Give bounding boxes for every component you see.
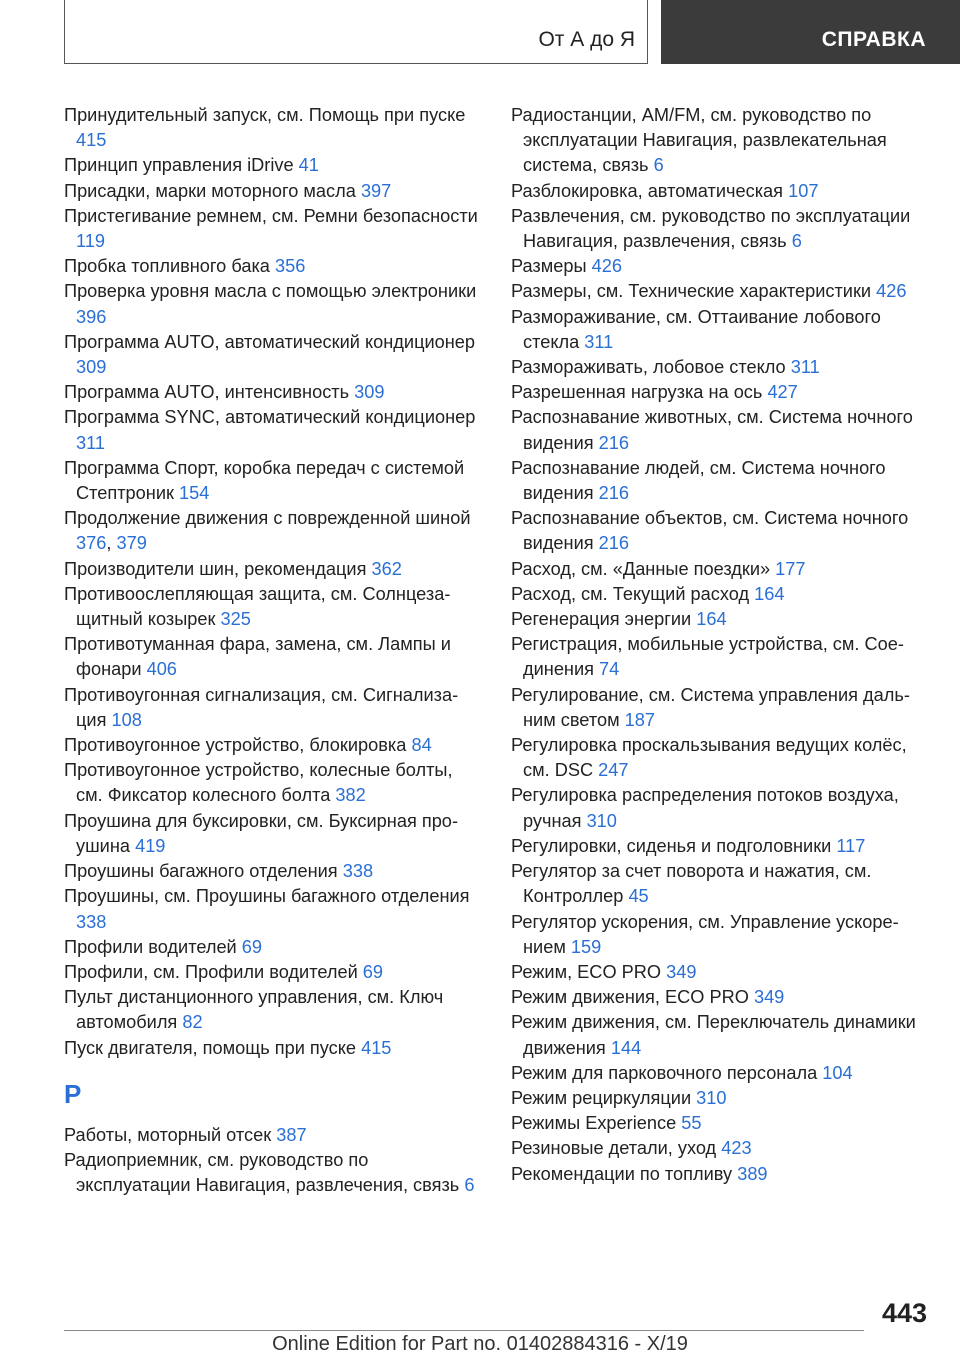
- page-reference-link[interactable]: 247: [598, 760, 629, 781]
- index-entry-text: Регулировка проскальзывания ведущих колёс, см. DSC: [511, 735, 907, 781]
- page-reference-link[interactable]: 154: [179, 483, 210, 504]
- index-column-left: [64, 103, 479, 1198]
- page-reference-link[interactable]: 376: [76, 533, 107, 554]
- page-reference-link[interactable]: 6: [653, 155, 664, 176]
- index-entry-text: Присадки, марки моторного масла: [64, 180, 356, 201]
- page-reference-link[interactable]: 338: [342, 861, 374, 882]
- index-entry: [64, 506, 479, 556]
- page-reference-link[interactable]: 119: [76, 231, 105, 252]
- page-reference-link[interactable]: 310: [586, 810, 617, 831]
- index-entry-text: Программа Спорт, коробка передач с системой Стептроник: [64, 457, 465, 504]
- page-reference-link[interactable]: 349: [666, 961, 697, 982]
- page-reference-link[interactable]: 423: [721, 1138, 752, 1159]
- index-entry: [64, 330, 479, 380]
- index-entry: [511, 279, 931, 304]
- index-entry: [511, 1162, 931, 1187]
- index-entry-text: Регистрация, мобильные устройства, см. Соединения: [511, 634, 904, 680]
- index-entry-text: Радиоприемник, см. руководство по эксплуатации Навигация, развлечения, связь: [64, 1149, 460, 1196]
- index-entry: [511, 910, 931, 960]
- index-entry: [511, 103, 931, 179]
- index-entry-text: Распознавание животных, см. Система ночного видения: [511, 407, 913, 453]
- index-entry: [64, 733, 479, 758]
- page-reference-link[interactable]: 311: [790, 357, 820, 378]
- index-entry-text: Режим, ECO PRO: [511, 961, 662, 982]
- index-entry-text: Продолжение движения с поврежденной шиной: [64, 508, 471, 529]
- index-entry: [64, 405, 479, 455]
- page-reference-link[interactable]: 216: [598, 432, 630, 453]
- index-entry-text: Разрешенная нагрузка на ось: [511, 382, 763, 403]
- index-entry-text: Размеры: [511, 256, 587, 277]
- page-reference-link[interactable]: 415: [361, 1037, 392, 1058]
- index-entry: [511, 607, 931, 632]
- index-entry-text: Размораживать, лобовое стекло: [511, 357, 786, 378]
- footer-divider: [64, 1330, 864, 1331]
- index-entry: [511, 1136, 931, 1161]
- index-entry: [511, 985, 931, 1010]
- page-reference-link[interactable]: 6: [791, 231, 802, 252]
- index-list-left-after: [64, 1123, 479, 1199]
- page-reference-link[interactable]: 419: [135, 835, 166, 856]
- page-reference-link[interactable]: 6: [464, 1175, 475, 1196]
- page-reference-link[interactable]: 426: [591, 256, 623, 277]
- header-section-range: От А до Я: [538, 28, 635, 51]
- page-reference-link[interactable]: 84: [411, 735, 432, 756]
- index-entry: [64, 632, 479, 682]
- index-entry-text: Пуск двигателя, помощь при пуске: [64, 1037, 357, 1058]
- page-number: 443: [881, 1298, 927, 1328]
- header-chapter-tab: [661, 0, 960, 64]
- index-entry-text: Расход, см. Текущий расход: [511, 583, 750, 604]
- page-reference-link[interactable]: 379: [116, 533, 147, 554]
- page-reference-link[interactable]: 69: [362, 961, 384, 982]
- index-entry-text: Противоугонное устройство, колесные болты, см. Фиксатор колесного болта: [64, 760, 453, 806]
- index-entry: [511, 456, 931, 506]
- index-entry: [511, 632, 931, 682]
- index-entry-text: Регулятор за счет поворота и нажатия, см. Контроллер: [511, 861, 872, 907]
- index-entry-text: Профили, см. Профили водителей: [64, 961, 358, 982]
- index-entry: [511, 355, 931, 380]
- page-reference-link[interactable]: 338: [76, 911, 107, 932]
- index-entry-text: Противоугонная сигнализация, см. Сигнализация: [64, 684, 459, 730]
- page-reference-link[interactable]: 108: [111, 709, 142, 730]
- page-reference-link[interactable]: 406: [146, 659, 177, 680]
- page-reference-link[interactable]: 311: [76, 432, 105, 453]
- page-reference-link[interactable]: 349: [753, 987, 785, 1008]
- index-entry-text: Проушина для буксировки, см. Буксирная проушина: [64, 810, 458, 856]
- index-entry: [511, 557, 931, 582]
- index-entry: [511, 783, 931, 833]
- index-entry-text: Размораживание, см. Оттаивание лобового стекла: [511, 306, 881, 352]
- index-entry-text: Регенерация энергии: [511, 609, 692, 630]
- index-entry-text: Принцип управления iDrive: [64, 155, 294, 176]
- index-entry-text: Работы, моторный отсек: [64, 1124, 272, 1145]
- index-entry-text: Расход, см. «Данные поездки»: [511, 558, 771, 579]
- index-entry-text: Программа SYNC, автоматический кондиционер: [64, 407, 476, 428]
- index-entry-text: Рекомендации по топливу: [511, 1163, 733, 1184]
- index-entry: [64, 279, 479, 329]
- index-entry: [64, 380, 479, 405]
- index-entry: [64, 960, 479, 985]
- page-reference-link[interactable]: 74: [599, 659, 620, 680]
- index-entry: [64, 809, 479, 859]
- page-reference-link[interactable]: 117: [836, 835, 866, 856]
- index-entry-text: Противоугонное устройство, блокировка: [64, 735, 407, 756]
- index-entry: [511, 179, 931, 204]
- index-entry: [511, 683, 931, 733]
- index-entry: [511, 1061, 931, 1086]
- index-entry-text: Режим движения, ECO PRO: [511, 987, 749, 1008]
- index-entry-text: Распознавание людей, см. Система ночного видения: [511, 457, 886, 504]
- index-entry-text: Режим рециркуляции: [511, 1087, 692, 1108]
- page-separator: ,: [106, 533, 112, 554]
- index-entry: [64, 758, 479, 808]
- page-reference-link[interactable]: 55: [681, 1113, 702, 1134]
- index-entry-text: Принудительный запуск, см. Помощь при пуске: [64, 105, 466, 125]
- page-reference-link[interactable]: 216: [598, 533, 630, 554]
- index-entry: [511, 1086, 931, 1111]
- index-entry-text: Проушины багажного отделения: [64, 861, 338, 882]
- page-reference-link[interactable]: 82: [182, 1012, 203, 1033]
- index-entry-text: Размеры, см. Технические характеристики: [511, 281, 872, 302]
- index-entry: [64, 1123, 479, 1148]
- index-entry: [511, 305, 931, 355]
- index-entry: [64, 985, 479, 1035]
- footer-edition-text: Online Edition for Part no. 01402884316 - X/19: [272, 1333, 688, 1355]
- index-entry: [511, 1010, 931, 1060]
- index-entry: [511, 960, 931, 985]
- index-entry: [64, 179, 479, 204]
- page-reference-link[interactable]: 69: [241, 936, 263, 957]
- page-reference-link[interactable]: 382: [335, 785, 366, 806]
- index-entry: [511, 582, 931, 607]
- index-column-right: [511, 103, 931, 1187]
- page-reference-link[interactable]: 104: [822, 1062, 853, 1083]
- page-reference-link[interactable]: 159: [570, 936, 602, 957]
- index-entry: [64, 204, 479, 254]
- index-entry-text: Пульт дистанционного управления, см. Ключ автомобиля: [64, 987, 444, 1033]
- index-entry-text: Регулирование, см. Система управления дальним светом: [511, 684, 910, 730]
- index-entry-text: Режимы Experience: [511, 1113, 677, 1134]
- page-reference-link[interactable]: 216: [598, 483, 630, 504]
- index-entry-text: Пробка топливного бака: [64, 256, 270, 277]
- page-reference-link[interactable]: 426: [876, 281, 907, 302]
- page-reference-link[interactable]: 427: [767, 382, 798, 403]
- index-entry-text: Регулировка распределения потоков воздуха, ручная: [511, 785, 899, 831]
- index-entry: [511, 733, 931, 783]
- index-entry: [511, 859, 931, 909]
- index-entry: [64, 153, 479, 178]
- page-reference-link[interactable]: 45: [628, 886, 649, 907]
- index-entry: [511, 405, 931, 455]
- page-reference-link[interactable]: 356: [274, 256, 306, 277]
- index-entry: [511, 380, 931, 405]
- page-reference-link[interactable]: 187: [624, 709, 655, 730]
- index-entry-text: Режим для парковочного персонала: [511, 1062, 818, 1083]
- index-entry: [64, 103, 479, 153]
- header-section-tab: [64, 0, 648, 64]
- index-entry-text: Регулятор ускорения, см. Управление ускорением: [511, 911, 899, 957]
- index-entry-text: Режим движения, см. Переключатель динамики движения: [511, 1012, 916, 1058]
- header-chapter-title: СПРАВКА: [821, 28, 926, 51]
- index-list-right: [511, 103, 931, 1187]
- index-entry: [64, 557, 479, 582]
- page-reference-link[interactable]: 164: [696, 609, 727, 630]
- index-entry: [64, 456, 479, 506]
- index-entry: [511, 1111, 931, 1136]
- index-entry-text: Разблокировка, автоматическая: [511, 180, 784, 201]
- index-entry-text: Противотуманная фара, замена, см. Лампы и фонари: [64, 634, 451, 680]
- index-entry: [511, 834, 931, 859]
- page-reference-link[interactable]: 397: [360, 180, 392, 201]
- page-reference-link[interactable]: 144: [610, 1037, 642, 1058]
- page-reference-link[interactable]: 107: [788, 180, 819, 201]
- index-list-left: [64, 103, 479, 1061]
- index-entry-text: Регулировки, сиденья и подголовники: [511, 835, 832, 856]
- index-entry-text: Противоослепляющая защита, см. Солнцезащитный козырек: [64, 583, 451, 630]
- page-reference-link[interactable]: 310: [696, 1087, 727, 1108]
- section-letter: Р: [64, 1078, 82, 1109]
- page-reference-link[interactable]: 41: [298, 155, 319, 176]
- index-entry-text: Программа AUTO, автоматический кондиционер: [64, 331, 476, 352]
- index-entry-text: Резиновые детали, уход: [511, 1138, 717, 1159]
- index-entry: [64, 884, 479, 934]
- page-reference-link[interactable]: 311: [584, 331, 614, 352]
- page-reference-link[interactable]: 387: [276, 1124, 307, 1145]
- index-entry: [511, 204, 931, 254]
- page-reference-link[interactable]: 164: [754, 583, 785, 604]
- page-reference-link[interactable]: 396: [76, 306, 107, 327]
- page-reference-link[interactable]: 177: [775, 558, 806, 579]
- index-entry: [64, 683, 479, 733]
- index-entry-text: Радиостанции, AM/FM, см. руководство по эксплуатации Навигация, развлекательная система, связь: [511, 105, 887, 176]
- page-reference-link[interactable]: 325: [220, 609, 251, 630]
- index-entry: [64, 254, 479, 279]
- index-entry: [64, 935, 479, 960]
- index-entry: [511, 254, 931, 279]
- page-reference-link[interactable]: 309: [76, 357, 107, 378]
- index-entry-text: Пристегивание ремнем, см. Ремни безопасности: [64, 205, 478, 226]
- index-entry: [64, 859, 479, 884]
- index-entry-text: Проушины, см. Проушины багажного отделения: [64, 886, 470, 907]
- index-entry-text: Программа AUTO, интенсивность: [64, 382, 350, 403]
- index-entry-text: Проверка уровня масла с помощью электроники: [64, 281, 477, 302]
- index-entry-text: Развлечения, см. руководство по эксплуатации Навигация, развлечения, связь: [511, 205, 911, 252]
- index-entry: [64, 582, 479, 632]
- page-reference-link[interactable]: 389: [737, 1163, 768, 1184]
- page-reference-link[interactable]: 309: [354, 382, 385, 403]
- index-entry: [511, 506, 931, 556]
- index-entry: [64, 1036, 479, 1061]
- index-entry-text: Распознавание объектов, см. Система ночного видения: [511, 508, 909, 554]
- index-entry-text: Производители шин, рекомендация: [64, 558, 367, 579]
- page-reference-link[interactable]: 415: [76, 130, 107, 151]
- page-reference-link[interactable]: 362: [371, 558, 402, 579]
- index-entry-text: Профили водителей: [64, 936, 237, 957]
- index-entry: [64, 1148, 479, 1198]
